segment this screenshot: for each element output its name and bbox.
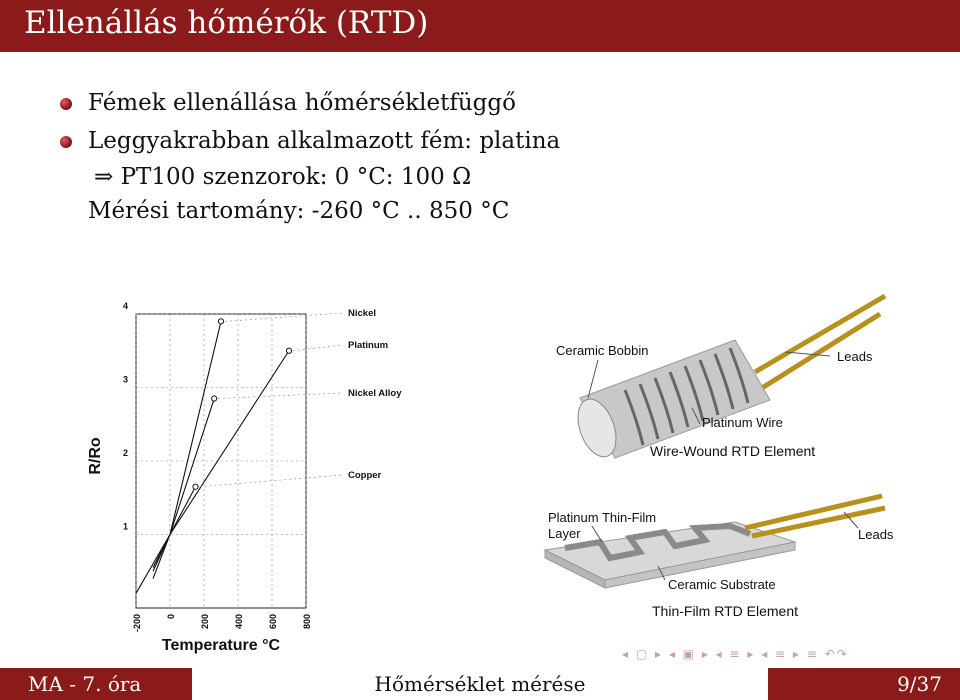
beamer-navigation-icons[interactable]: ◂ ▢ ▸ ◂ ▣ ▸ ◂ ≡ ▸ ◂ ≡ ▸ ≡ ↶↷	[622, 647, 849, 661]
series-label: Nickel	[348, 308, 376, 319]
series-end-point	[212, 396, 217, 401]
bullet-list	[60, 84, 560, 228]
footer-title: Hőmérséklet mérése	[374, 672, 586, 696]
ceramic-bobbin-label: Ceramic Bobbin	[556, 343, 649, 358]
thin-film-layer-label: Platinum Thin-Film Layer	[548, 510, 657, 541]
series-label: Copper	[348, 470, 382, 481]
x-tick-label: 600	[268, 614, 278, 630]
legend-leader	[200, 475, 343, 487]
series-line-nickel	[153, 321, 221, 578]
slide-title: Ellenállás hőmérők (RTD)	[24, 5, 429, 41]
x-axis-label: Temperature °C	[161, 637, 281, 654]
footer-page-number: 9/37	[897, 672, 942, 696]
y-tick-label: 3	[122, 374, 128, 385]
chart-grid	[136, 314, 306, 608]
series-end-point	[218, 319, 223, 324]
platinum-wire-label: Platinum Wire	[702, 415, 783, 430]
bullet-text: Leggyakrabban alkalmazott fém: platina	[88, 128, 561, 154]
footer-left	[0, 668, 192, 700]
label-pointer	[785, 352, 830, 356]
series-end-point	[193, 484, 198, 489]
series-label: Platinum	[348, 340, 389, 351]
x-tick-label: 200	[200, 614, 210, 630]
thin-film-element	[545, 496, 894, 619]
leads-label-bottom: Leads	[858, 527, 894, 542]
bullet-item	[60, 84, 560, 122]
footer-right	[768, 668, 960, 700]
pt100-line: ⇒ PT100 szenzorok: 0 °C: 100 Ω	[94, 164, 472, 190]
range-line: Mérési tartomány: -260 °C .. 850 °C	[88, 198, 510, 224]
legend-leader	[293, 345, 342, 351]
x-tick-label: 800	[302, 614, 312, 630]
y-tick-label: 1	[122, 521, 128, 532]
y-tick-label: 4	[122, 301, 128, 311]
bullet-dot-icon	[60, 136, 72, 148]
ceramic-substrate-label: Ceramic Substrate	[668, 577, 776, 592]
bullet-dot-icon	[60, 98, 72, 110]
legend-leader	[218, 393, 342, 399]
bullet-text: Fémek ellenállása hőmérsékletfüggő	[88, 90, 516, 116]
x-tick-label: 0	[166, 614, 176, 620]
x-tick-label: -200	[132, 614, 142, 633]
chart-ticks	[123, 301, 312, 632]
leads-label-top: Leads	[837, 349, 873, 364]
series-line-copper	[153, 487, 196, 568]
chart-labels	[348, 308, 402, 481]
chart-series	[136, 313, 342, 593]
footer-center	[192, 668, 768, 700]
footer-bar	[0, 668, 960, 700]
rtd-elements-illustration	[540, 290, 920, 635]
y-tick-label: 2	[122, 448, 128, 458]
title-bar	[0, 0, 960, 52]
x-tick-label: 400	[234, 614, 244, 630]
bullet-item	[60, 122, 560, 160]
wire-wound-title: Wire-Wound RTD Element	[650, 443, 816, 459]
thin-film-title: Thin-Film RTD Element	[652, 603, 798, 619]
wire-wound-element	[556, 296, 885, 462]
footer-author: MA - 7. óra	[28, 672, 142, 696]
y-axis-label: R/Ro	[87, 437, 104, 475]
series-end-point	[286, 348, 291, 353]
series-label: Nickel Alloy	[348, 388, 402, 399]
rtd-resistance-chart	[78, 298, 418, 658]
series-line-nickel-alloy	[153, 399, 214, 572]
